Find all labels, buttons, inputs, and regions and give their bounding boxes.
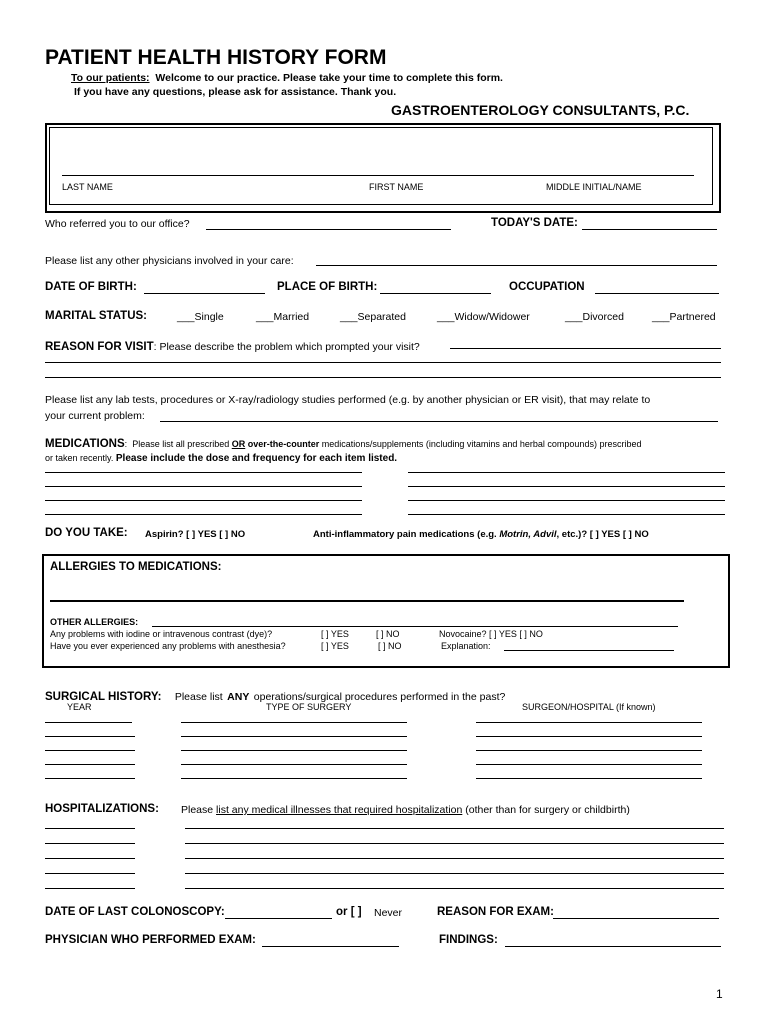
novocaine-question[interactable]: Novocaine? [ ] YES [ ] NO <box>439 629 543 639</box>
anti-post: , etc.)? [ ] YES [ ] NO <box>556 529 649 540</box>
name-field[interactable] <box>62 175 694 176</box>
allergies-title: ALLERGIES TO MEDICATIONS: <box>50 561 222 573</box>
surgery-type-line[interactable] <box>181 736 407 737</box>
allergies-field[interactable] <box>50 600 684 602</box>
hosp-detail-line[interactable] <box>185 843 724 844</box>
referred-field[interactable] <box>206 229 451 230</box>
colonoscopy-or[interactable]: or [ ] <box>336 906 362 918</box>
medications-line2a: or taken recently. <box>45 453 114 463</box>
middle-initial-label: MIDDLE INITIAL/NAME <box>546 182 642 192</box>
surgery-surgeon-line[interactable] <box>476 750 702 751</box>
intro-text <box>71 72 503 84</box>
todays-date-field[interactable] <box>582 229 717 230</box>
iodine-no[interactable]: [ ] NO <box>376 629 400 639</box>
surgery-surgeon-line[interactable] <box>476 778 702 779</box>
surgical-label: SURGICAL HISTORY: <box>45 691 162 703</box>
medications-label: MEDICATIONS <box>45 438 125 450</box>
col-year: YEAR <box>67 702 92 712</box>
hosp-year-line[interactable] <box>45 873 135 874</box>
other-physicians-label: Please list any other physicians involved in your care: <box>45 255 294 267</box>
tests-line1: Please list any lab tests, procedures or X-ray/radiology studies performed (e.g. by another physician or ER visit), that may relate to <box>45 394 651 406</box>
do-you-take-label: DO YOU TAKE: <box>45 527 128 539</box>
hosp-detail-line[interactable] <box>185 888 724 889</box>
motrin-advil: Motrin, Advil <box>499 529 557 540</box>
todays-date-label: TODAY'S DATE: <box>491 217 578 229</box>
intro-line2: If you have any questions, please ask for assistance. Thank you. <box>74 86 397 98</box>
referred-label: Who referred you to our office? <box>45 218 190 230</box>
other-physicians-field[interactable] <box>316 265 717 266</box>
reason-for-exam-label: REASON FOR EXAM: <box>437 906 554 918</box>
colonoscopy-never: Never <box>374 907 403 919</box>
medication-line[interactable] <box>408 500 725 501</box>
iodine-question: Any problems with iodine or intravenous contrast (dye)? <box>50 629 273 639</box>
surgery-type-line[interactable] <box>181 750 407 751</box>
hospitalizations-prompt <box>181 804 630 816</box>
anti-pre: Anti-inflammatory pain medications (e.g. <box>313 529 497 540</box>
hosp-detail-line[interactable] <box>185 873 724 874</box>
tests-field[interactable] <box>160 421 718 422</box>
tests-line2: your current problem: <box>45 410 145 422</box>
occupation-field[interactable] <box>595 293 719 294</box>
intro-line1: Welcome to our practice. Please take your time to complete this form. <box>155 72 503 84</box>
surgery-type-line[interactable] <box>181 778 407 779</box>
surgery-year-line[interactable] <box>45 722 132 723</box>
page-title: PATIENT HEALTH HISTORY FORM <box>45 46 387 69</box>
anesthesia-yes[interactable]: [ ] YES <box>321 641 349 651</box>
hosp-year-line[interactable] <box>45 828 135 829</box>
pob-label: PLACE OF BIRTH: <box>277 281 378 293</box>
first-name-label: FIRST NAME <box>369 182 424 192</box>
medications-text1: Please list all prescribed <box>132 439 230 449</box>
medications-text2: medications/supplements (including vitamins and herbal compounds) prescribed <box>321 439 642 449</box>
col-surgeon: SURGEON/HOSPITAL (If known) <box>522 702 656 712</box>
colonoscopy-date-field[interactable] <box>225 918 332 919</box>
occupation-label: OCCUPATION <box>509 281 585 293</box>
marital-label: MARITAL STATUS: <box>45 310 147 322</box>
marital-divorced[interactable]: ___Divorced <box>565 311 624 323</box>
medication-line[interactable] <box>408 472 725 473</box>
hospitalizations-label: HOSPITALIZATIONS: <box>45 803 159 815</box>
hosp-year-line[interactable] <box>45 858 135 859</box>
marital-single[interactable]: ___Single <box>177 311 224 323</box>
medications-row <box>45 438 641 450</box>
physician-field[interactable] <box>262 946 399 947</box>
anesthesia-question: Have you ever experienced any problems with anesthesia? <box>50 641 286 651</box>
intro-label: To our patients: <box>71 72 150 84</box>
page-number: 1 <box>716 987 723 1001</box>
marital-married[interactable]: ___Married <box>256 311 310 323</box>
anesthesia-no[interactable]: [ ] NO <box>378 641 402 651</box>
aspirin-question[interactable]: Aspirin? [ ] YES [ ] NO <box>145 529 246 540</box>
medications-colon: : <box>124 439 128 449</box>
medication-line[interactable] <box>408 514 725 515</box>
name-box <box>45 123 721 213</box>
other-allergies-label: OTHER ALLERGIES: <box>50 617 139 627</box>
reason-field-1[interactable] <box>450 348 721 349</box>
marital-widow[interactable]: ___Widow/Widower <box>437 311 530 323</box>
medications-or: OR <box>231 439 246 449</box>
surgery-year-line[interactable] <box>45 736 135 737</box>
marital-separated[interactable]: ___Separated <box>340 311 406 323</box>
surgery-year-line[interactable] <box>45 750 135 751</box>
surgery-surgeon-line[interactable] <box>476 722 702 723</box>
reason-field-3[interactable] <box>45 377 721 378</box>
explanation-label: Explanation: <box>441 641 491 651</box>
surgery-year-line[interactable] <box>45 778 135 779</box>
iodine-yes[interactable]: [ ] YES <box>321 629 349 639</box>
col-type: TYPE OF SURGERY <box>266 702 352 712</box>
hosp-prompt-pre: Please <box>181 804 214 816</box>
surgery-surgeon-line[interactable] <box>476 764 702 765</box>
medication-line[interactable] <box>45 472 362 473</box>
medications-line2b: Please include the dose and frequency for each item listed. <box>115 453 398 464</box>
dob-label: DATE OF BIRTH: <box>45 281 137 293</box>
surgery-year-line[interactable] <box>45 764 135 765</box>
pob-field[interactable] <box>380 293 491 294</box>
hosp-year-line[interactable] <box>45 843 135 844</box>
explanation-field[interactable] <box>504 650 674 651</box>
medications-otc: over-the-counter <box>247 439 320 449</box>
dob-field[interactable] <box>144 293 265 294</box>
last-name-label: LAST NAME <box>62 182 113 192</box>
physician-label: PHYSICIAN WHO PERFORMED EXAM: <box>45 934 256 946</box>
medications-row2 <box>45 453 397 464</box>
other-allergies-field[interactable] <box>152 626 678 627</box>
surgery-type-line[interactable] <box>181 722 407 723</box>
reason-text: : Please describe the problem which prompted your visit? <box>153 341 420 353</box>
hosp-prompt-link: list any medical illnesses that required hospitalization <box>216 804 463 816</box>
medication-line[interactable] <box>45 486 362 487</box>
hosp-year-line[interactable] <box>45 888 135 889</box>
surgical-prompt-pre: Please list <box>174 691 223 703</box>
findings-label: FINDINGS: <box>439 934 498 946</box>
surgery-type-line[interactable] <box>181 764 407 765</box>
anti-inflammatory-question[interactable] <box>313 529 649 540</box>
practice-name: GASTROENTEROLOGY CONSULTANTS, P.C. <box>391 102 690 118</box>
surgical-prompt-any: ANY <box>227 691 250 703</box>
surgical-prompt-post: operations/surgical procedures performed in the past? <box>253 691 506 703</box>
colonoscopy-date-label: DATE OF LAST COLONOSCOPY: <box>45 906 225 918</box>
hosp-detail-line[interactable] <box>185 828 724 829</box>
marital-partnered[interactable]: ___Partnered <box>652 311 716 323</box>
reason-label: REASON FOR VISIT <box>45 341 154 353</box>
findings-field[interactable] <box>505 946 721 947</box>
medication-line[interactable] <box>45 514 362 515</box>
medication-line[interactable] <box>408 486 725 487</box>
medication-line[interactable] <box>45 500 362 501</box>
reason-for-visit-row <box>45 337 420 355</box>
hosp-prompt-post: (other than for surgery or childbirth) <box>465 804 630 816</box>
reason-field-2[interactable] <box>45 362 721 363</box>
hosp-detail-line[interactable] <box>185 858 724 859</box>
reason-for-exam-field[interactable] <box>553 918 719 919</box>
surgery-surgeon-line[interactable] <box>476 736 702 737</box>
